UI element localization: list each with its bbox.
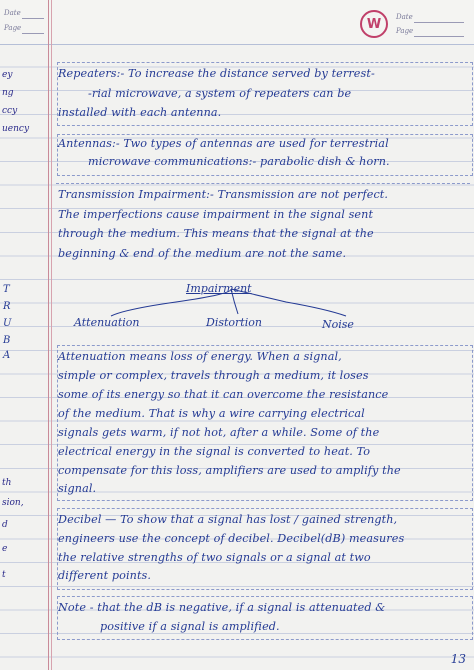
mnemonic-letter: T — [3, 284, 10, 295]
top-left-date-line — [22, 18, 44, 19]
margin-note: th — [2, 478, 12, 488]
repeaters-line: Repeaters:- To increase the distance served by terrest- — [58, 67, 375, 80]
antennas-line: Antennas:- Two types of antennas are used for terrestrial — [58, 137, 389, 150]
date-label: Date — [396, 13, 413, 21]
impairment-line: Transmission Impairment:- Transmission are not perfect. — [58, 188, 389, 201]
page-number: 13 — [450, 652, 466, 666]
margin-line-inner — [51, 0, 52, 670]
margin-note: uency — [2, 124, 30, 134]
margin-note: ccy — [2, 106, 18, 116]
impairment-line: beginning & end of the medium are not the same. — [58, 247, 347, 260]
page-line — [414, 36, 464, 37]
margin-note: sion, — [2, 498, 24, 508]
note-line: positive if a signal is amplified. — [100, 620, 280, 633]
mnemonic-letter: U — [3, 318, 12, 329]
tree-child: Noise — [322, 318, 354, 331]
impairment-line: The imperfections cause impairment in the signal sent — [58, 208, 374, 221]
margin-line — [48, 0, 49, 670]
mnemonic-letter: A — [3, 350, 11, 361]
decibel-line: the relative strengths of two signals or a signal at two — [58, 551, 371, 564]
margin-note: ey — [2, 70, 13, 80]
repeaters-line: installed with each antenna. — [58, 106, 222, 119]
tree-child: Attenuation — [74, 316, 140, 329]
margin-note: e — [2, 544, 8, 554]
page-header — [0, 0, 474, 44]
section-divider — [56, 183, 470, 184]
tree-root: Impairment — [186, 282, 252, 295]
attenuation-line: signals gets warm, if not hot, after a while. Some of the — [58, 426, 380, 439]
mnemonic-letter: B — [3, 335, 11, 346]
brand-logo: W — [360, 10, 388, 38]
top-left-page-label: Page — [4, 24, 22, 32]
margin-note: ng — [2, 88, 14, 98]
decibel-line: different points. — [58, 569, 152, 582]
margin-note: d — [2, 520, 8, 530]
repeaters-line: -rial microwave, a system of repeaters can be — [88, 87, 352, 100]
antennas-line: microwave communications:- parabolic dish & horn. — [88, 155, 390, 168]
margin-note: t — [2, 570, 6, 580]
mnemonic-letter: R — [3, 301, 11, 312]
tree-child: Distortion — [206, 316, 262, 329]
decibel-line: engineers use the concept of decibel. Decibel(dB) measures — [58, 532, 405, 545]
attenuation-line: of the medium. That is why a wire carrying electrical — [58, 407, 365, 420]
note-line: Note - that the dB is negative, if a signal is attenuated & — [58, 601, 386, 614]
attenuation-line: signal. — [58, 482, 97, 495]
attenuation-line: Attenuation means loss of energy. When a signal, — [58, 350, 342, 363]
attenuation-line: simple or complex, travels through a medium, it loses — [58, 369, 369, 382]
attenuation-line: electrical energy in the signal is converted to heat. To — [58, 445, 371, 458]
date-line — [414, 22, 464, 23]
top-left-page-line — [22, 33, 44, 34]
attenuation-line: compensate for this loss, amplifiers are used to amplify the — [58, 464, 401, 477]
header-rule — [0, 44, 474, 45]
top-left-date-label: Date — [4, 9, 21, 17]
attenuation-line: some of its energy so that it can overcome the resistance — [58, 388, 389, 401]
impairment-line: through the medium. This means that the signal at the — [58, 227, 374, 240]
page-label: Page — [396, 27, 414, 35]
decibel-line: Decibel — To show that a signal has lost / gained strength, — [58, 513, 398, 526]
